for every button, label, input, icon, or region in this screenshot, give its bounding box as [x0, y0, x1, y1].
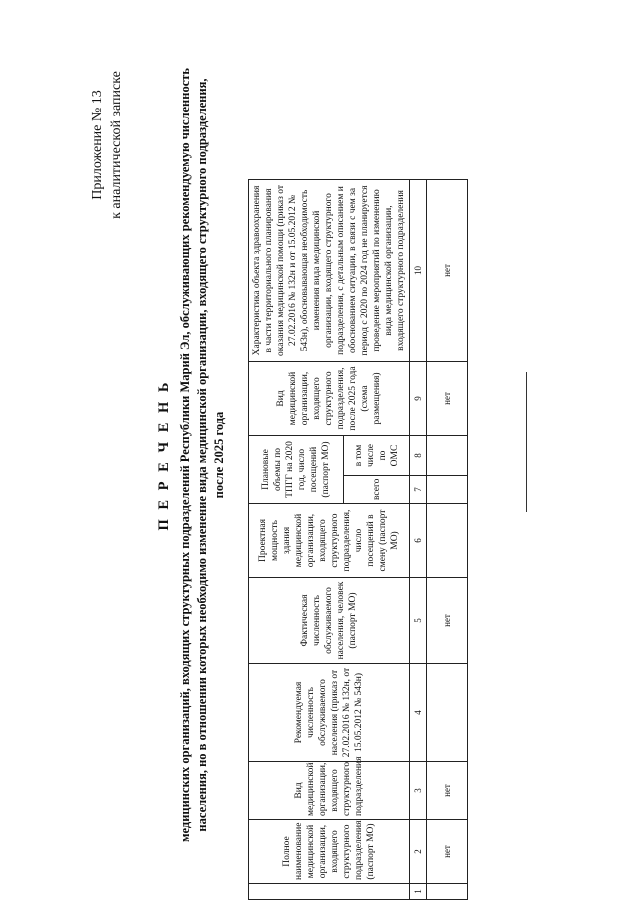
appendix-reference: к аналитической записке: [109, 71, 124, 219]
column-number: 4: [410, 664, 427, 762]
table-cell: [427, 435, 468, 475]
appendix-number: Приложение № 13: [90, 90, 105, 200]
document-title: П Е Р Е Ч Е Н Ь: [156, 379, 172, 531]
column-number: 7: [410, 476, 427, 504]
table-cell: нет: [427, 762, 468, 820]
column-number: 2: [410, 820, 427, 884]
header-planned-oms: в том числе по ОМС: [344, 435, 410, 475]
table-cell: нет: [427, 578, 468, 664]
header-design-capacity: Проектная мощность здания медицинской организации, входящего структурного подразделения, число посещений в смену (паспорт МО): [249, 504, 410, 578]
header-full-name: Полное наименование медицинской организации, входящего структурного подразделения (паспорт МО): [249, 820, 410, 884]
column-number: 1: [410, 884, 427, 900]
header-col-1: [249, 884, 410, 900]
organizations-table: [248, 19, 468, 900]
column-number: 10: [410, 179, 427, 361]
column-number: 9: [410, 361, 427, 435]
table-cell: [427, 476, 468, 504]
column-number: 8: [410, 435, 427, 475]
column-number: 5: [410, 578, 427, 664]
table-cell: нет: [427, 820, 468, 884]
header-org-type-after-2025: Вид медицинской организации, входящего структурного подразделения, после 2025 года (схема размещения): [249, 361, 410, 435]
table-cell: [427, 884, 468, 900]
blank-margin: [249, 19, 468, 179]
header-recommended-population: Рекомендуемая численность обслуживаемого населения (приказ от 27.02.2016 № 132н, от 15.05.2012 № 543н): [249, 664, 410, 762]
column-number: 6: [410, 504, 427, 578]
table-cell: [427, 664, 468, 762]
appendix-note: [88, 20, 126, 270]
header-planned-total: всего: [344, 476, 410, 504]
table-cell: нет: [427, 361, 468, 435]
header-actual-population: Фактическая численность обслуживаемого населения, человек (паспорт МО): [249, 578, 410, 664]
separator-line: [526, 372, 527, 512]
document-subtitle: медицинских организаций, входящих структурных подразделений Республики Марий Эл, обслуживающих рекомендуемую численность населения, но в отношении которых необходимо изменение вида медицинской организации, входящего структурного подразделения, после 2025 года: [178, 67, 226, 843]
table-header-row: [249, 19, 344, 899]
column-number: 3: [410, 762, 427, 820]
table-cell: [427, 504, 468, 578]
title-block: [156, 65, 228, 845]
header-characteristic: Характеристика объекта здравоохранения в части территориального планирования оказания медицинской помощи (приказ от 27.02.2016 № 132н и от 15.05.2012 № 543н), обосновывающая необходимость изменения вида медицинской организации, входящего структурного подразделения, с детальным описанием и обоснованием ситуации, в связи с чем за период с 2020 по 2024 год не планируется проведение мероприятий по изменению вида медицинской организации, входящего структурного подразделения: [249, 179, 410, 361]
header-planned-volumes: Плановые объемы по ТПГГ на 2020 год, число посещений (паспорт МО): [249, 435, 344, 503]
table-cell: нет: [427, 179, 468, 361]
header-org-type: Вид медицинской организации, входящего структурного подразделения: [249, 762, 410, 820]
